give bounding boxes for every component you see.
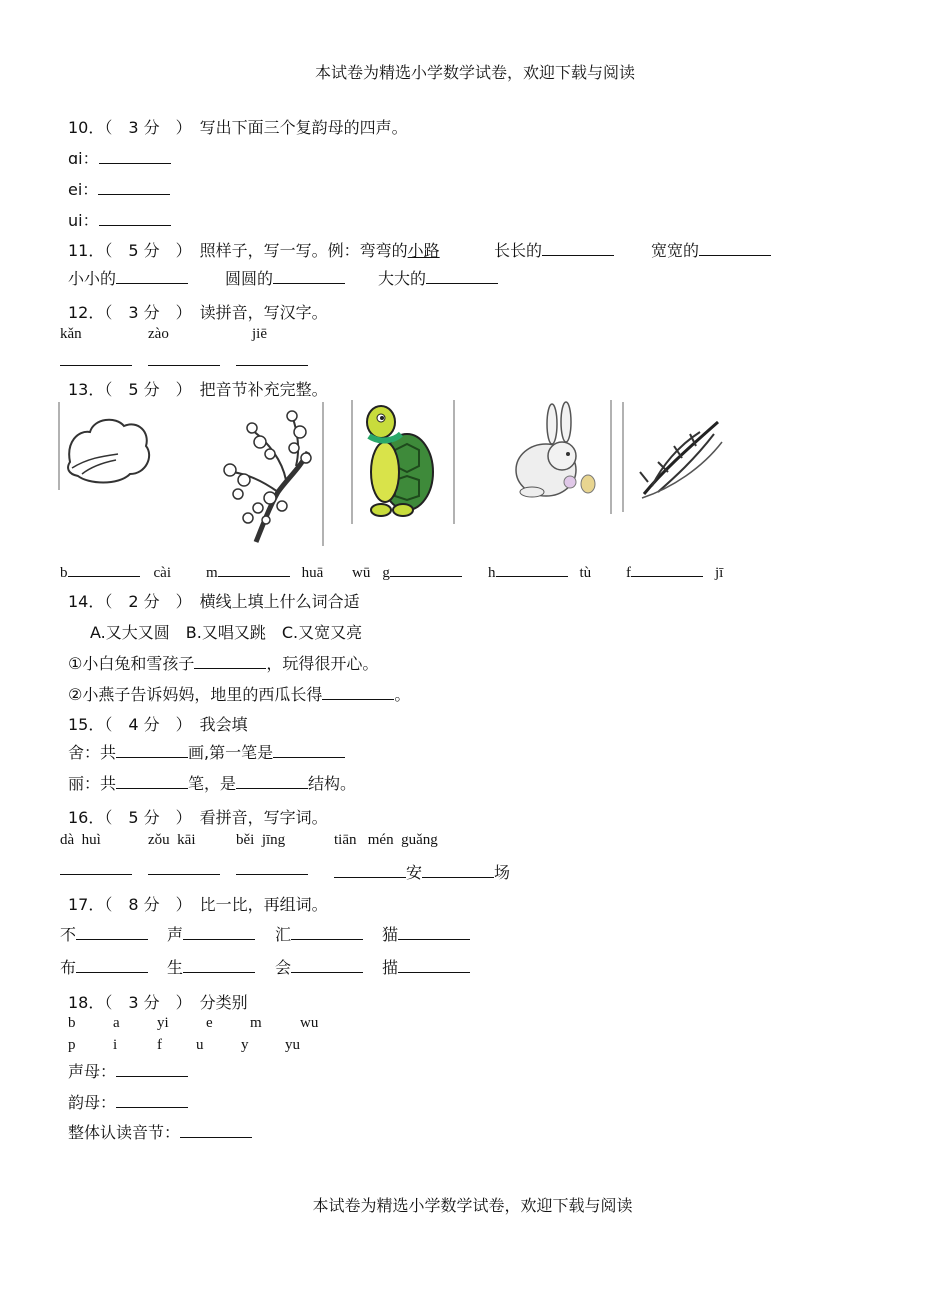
q13-item-1: b cài bbox=[60, 562, 171, 582]
q18-letter: b bbox=[68, 1015, 76, 1031]
question-14-title: 14．（ 2 分 ） 横线上填上什么词合适 bbox=[68, 592, 360, 611]
chicken-feather-image bbox=[622, 402, 746, 514]
answer-blank[interactable] bbox=[60, 860, 132, 875]
answer-blank[interactable] bbox=[60, 351, 132, 366]
q18-whole-syllables-line: 整体认读音节： bbox=[68, 1120, 252, 1143]
q17-item: 声 bbox=[167, 922, 255, 945]
q11-item-a: 长长的 bbox=[494, 238, 614, 261]
q18-letter: f bbox=[157, 1037, 162, 1053]
q18-letter: p bbox=[68, 1037, 76, 1053]
pinyin-bei-jing: běi jīng bbox=[236, 832, 286, 848]
answer-blank[interactable] bbox=[76, 925, 148, 940]
example-underlined-word: 小路 bbox=[407, 241, 440, 260]
q17-item: 描 bbox=[382, 955, 470, 978]
q18-letter: e bbox=[206, 1015, 213, 1031]
q18-letter: yu bbox=[285, 1037, 300, 1053]
q11-item-d: 圆圆的 bbox=[225, 266, 345, 289]
answer-blank[interactable] bbox=[148, 860, 220, 875]
q18-letter: yi bbox=[157, 1015, 169, 1031]
question-17-title: 17．（ 8 分 ） 比一比，再组词。 bbox=[68, 895, 328, 914]
answer-blank[interactable] bbox=[180, 1123, 252, 1138]
q14-sentence-1: ①小白兔和雪孩子 ，玩得很开心。 bbox=[68, 654, 379, 673]
q15-line-2: 丽：共 笔，是 结构。 bbox=[68, 774, 357, 793]
answer-blank[interactable] bbox=[542, 241, 614, 256]
pinyin-tian-men-guang: tiān mén guǎng bbox=[334, 832, 438, 848]
answer-blank[interactable] bbox=[148, 351, 220, 366]
question-12-title: 12．（ 3 分 ） 读拼音，写汉字。 bbox=[68, 303, 328, 322]
pinyin-kan: kǎn bbox=[60, 326, 82, 342]
answer-blank[interactable] bbox=[183, 925, 255, 940]
answer-blank[interactable] bbox=[291, 925, 363, 940]
q13-item-3: wū g bbox=[352, 562, 462, 582]
pinyin-zao: zào bbox=[148, 326, 169, 342]
answer-blank[interactable] bbox=[322, 685, 394, 700]
plum-blossom-image bbox=[208, 402, 328, 548]
answer-blank[interactable] bbox=[116, 1062, 188, 1077]
q17-item: 会 bbox=[275, 955, 363, 978]
answer-blank[interactable] bbox=[116, 269, 188, 284]
q18-letter: wu bbox=[300, 1015, 319, 1031]
q17-item: 布 bbox=[60, 955, 148, 978]
answer-blank[interactable] bbox=[334, 863, 406, 878]
answer-blank[interactable] bbox=[496, 562, 568, 577]
q17-item: 不 bbox=[60, 922, 148, 945]
q11-item-b: 宽宽的 bbox=[651, 238, 771, 261]
answer-blank[interactable] bbox=[99, 211, 171, 226]
page-header: 本试卷为精选小学数学试卷，欢迎下载与阅读 bbox=[314, 63, 635, 82]
pinyin-da-hui: dà huì bbox=[60, 832, 101, 848]
rabbit-image bbox=[502, 400, 614, 516]
answer-blank[interactable] bbox=[218, 562, 290, 577]
pinyin-jie: jiē bbox=[252, 326, 267, 342]
answer-blank[interactable] bbox=[631, 562, 703, 577]
answer-blank[interactable] bbox=[398, 925, 470, 940]
question-13-title: 13．（ 5 分 ） 把音节补充完整。 bbox=[68, 380, 328, 399]
q15-line-1: 舍：共 画,第一笔是 bbox=[68, 740, 345, 763]
answer-blank[interactable] bbox=[116, 743, 188, 758]
question-18-title: 18．（ 3 分 ） 分类别 bbox=[68, 993, 248, 1012]
answer-blank[interactable] bbox=[194, 654, 266, 669]
question-15-title: 15．（ 4 分 ） 我会填 bbox=[68, 715, 248, 734]
q17-item: 生 bbox=[167, 955, 255, 978]
q18-letter: m bbox=[250, 1015, 262, 1031]
answer-blank[interactable] bbox=[236, 774, 308, 789]
q17-item: 汇 bbox=[275, 922, 363, 945]
answer-blank[interactable] bbox=[183, 958, 255, 973]
question-10-title: 10．（ 3 分 ） 写出下面三个复韵母的四声。 bbox=[68, 118, 408, 137]
question-11-title: 11．（ 5 分 ） 照样子，写一写。例：弯弯的小路 bbox=[68, 241, 440, 260]
q17-item: 猫 bbox=[382, 922, 470, 945]
question-16-title: 16．（ 5 分 ） 看拼音，写字词。 bbox=[68, 808, 328, 827]
q13-item-2: m huā bbox=[206, 562, 323, 582]
q18-letter: y bbox=[241, 1037, 249, 1053]
q18-consonants-line: 声母： bbox=[68, 1059, 188, 1082]
pinyin-zou-kai: zǒu kāi bbox=[148, 832, 196, 848]
answer-blank[interactable] bbox=[98, 180, 170, 195]
answer-blank[interactable] bbox=[291, 958, 363, 973]
answer-blank[interactable] bbox=[273, 269, 345, 284]
cabbage-image bbox=[58, 402, 158, 492]
answer-blank[interactable] bbox=[426, 269, 498, 284]
q13-item-4: h tù bbox=[488, 562, 591, 582]
q18-vowels-line: 韵母： bbox=[68, 1090, 188, 1113]
answer-blank[interactable] bbox=[116, 1093, 188, 1108]
q10-line-ui: ui： bbox=[68, 208, 171, 231]
answer-blank[interactable] bbox=[68, 562, 140, 577]
q11-item-e: 大大的 bbox=[378, 266, 498, 289]
answer-blank[interactable] bbox=[236, 351, 308, 366]
answer-blank[interactable] bbox=[116, 774, 188, 789]
q10-line-ei: ei： bbox=[68, 177, 170, 200]
answer-blank[interactable] bbox=[273, 743, 345, 758]
q16-tiananmen-line: 安 场 bbox=[334, 860, 510, 883]
answer-blank[interactable] bbox=[236, 860, 308, 875]
answer-blank[interactable] bbox=[398, 958, 470, 973]
q18-letter: i bbox=[113, 1037, 118, 1053]
answer-blank[interactable] bbox=[422, 863, 494, 878]
q14-options: A.又大又圆 B.又唱又跳 C.又宽又亮 bbox=[90, 623, 363, 642]
turtle-image bbox=[351, 400, 455, 526]
answer-blank[interactable] bbox=[699, 241, 771, 256]
answer-blank[interactable] bbox=[76, 958, 148, 973]
answer-blank[interactable] bbox=[390, 562, 462, 577]
q13-item-5: f jī bbox=[626, 562, 723, 582]
q18-letter: a bbox=[113, 1015, 120, 1031]
answer-blank[interactable] bbox=[99, 149, 171, 164]
q14-sentence-2: ②小燕子告诉妈妈，地里的西瓜长得 。 bbox=[68, 685, 411, 704]
q18-letter: u bbox=[196, 1037, 204, 1053]
q11-item-c: 小小的 bbox=[68, 266, 188, 289]
page-footer: 本试卷为精选小学数学试卷，欢迎下载与阅读 bbox=[312, 1196, 633, 1215]
q10-line-ai: ɑi： bbox=[68, 146, 171, 169]
